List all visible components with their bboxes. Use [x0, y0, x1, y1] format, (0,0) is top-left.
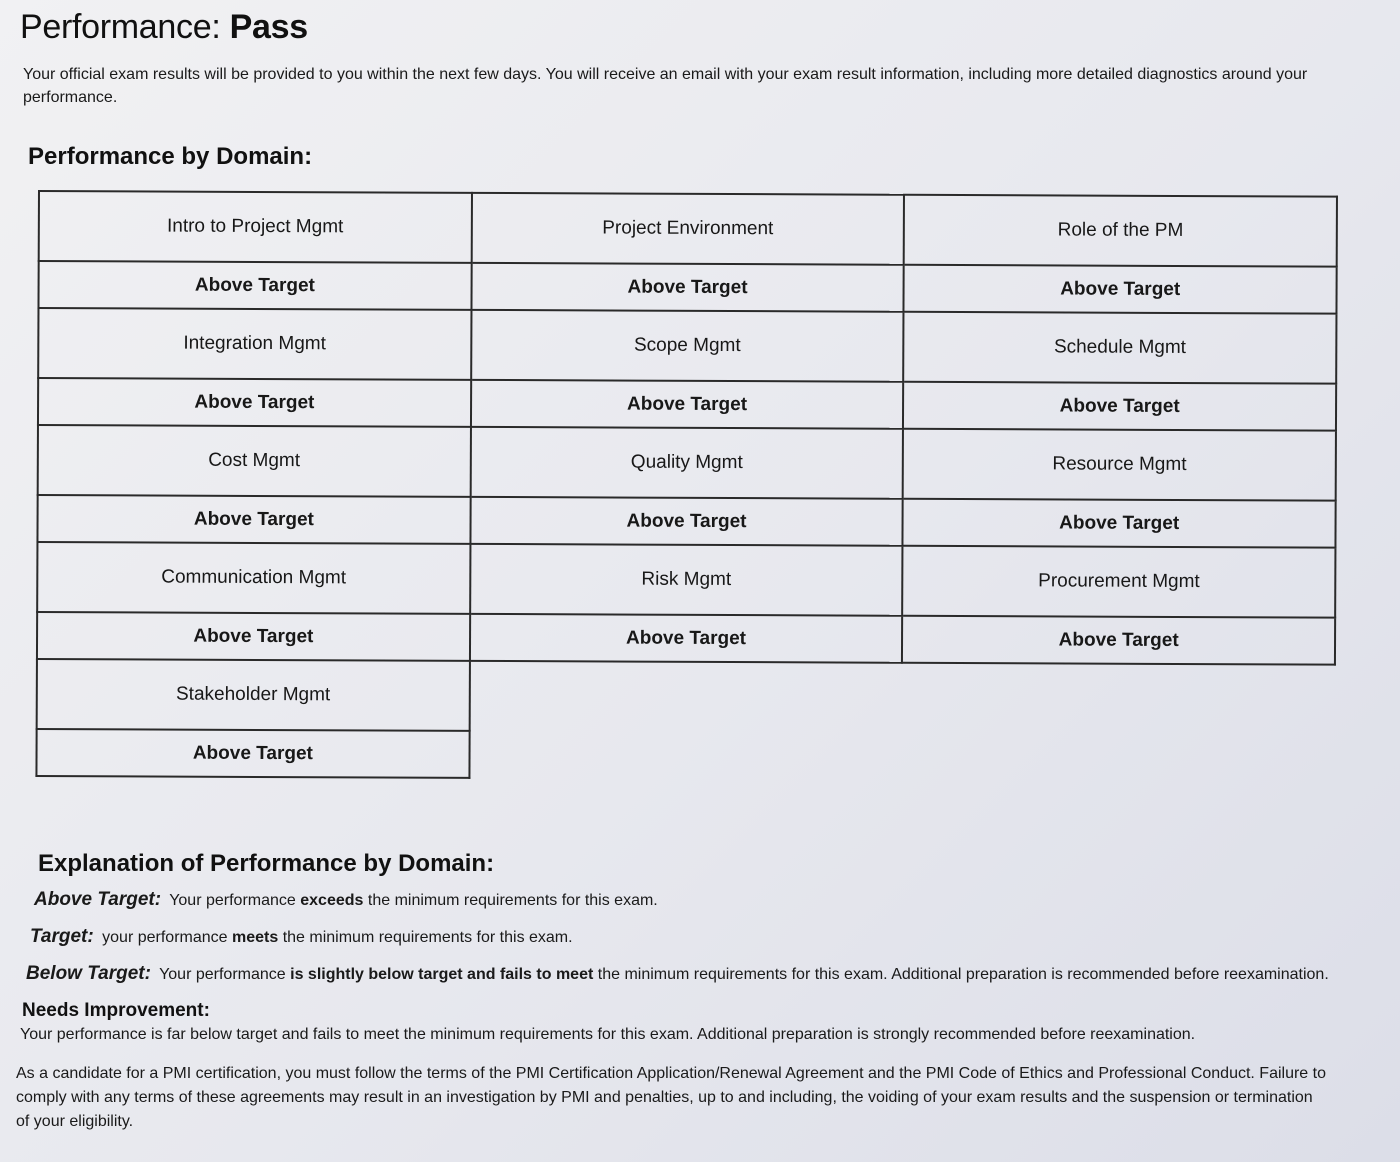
intro-paragraph: Your official exam results will be provided to you within the next few days. You will receive an email with your exam result information, including more detailed diagnostics around your performance. — [23, 66, 1308, 106]
domain-name-row — [37, 542, 1335, 618]
explanation-above-target — [34, 889, 658, 911]
domain-name-cell: Cost Mgmt — [38, 425, 471, 497]
domain-name-cell: Role of the PM — [904, 195, 1337, 267]
domain-rating-row — [36, 729, 1334, 782]
explanation-emphasis: is slightly below target and fails to meet — [290, 966, 594, 983]
domain-rating-cell: Above Target — [38, 261, 471, 310]
domain-rating-cell: Above Target — [903, 499, 1336, 548]
domain-rating-cell: Above Target — [470, 497, 903, 546]
explanation-text: the minimum requirements for this exam. — [367, 892, 658, 909]
domain-name-cell: Communication Mgmt — [37, 542, 470, 614]
domain-name-cell: Risk Mgmt — [470, 544, 903, 616]
domain-rating-cell: Above Target — [37, 495, 470, 544]
explanation-emphasis: exceeds — [300, 892, 364, 909]
domain-name-row — [39, 191, 1337, 267]
domain-results-table — [35, 190, 1338, 783]
explanation-text: the minimum requirements for this exam. — [282, 929, 573, 946]
domain-rating-cell: Above Target — [902, 616, 1335, 665]
domain-rating-cell: Above Target — [470, 614, 903, 663]
domain-name-cell: Integration Mgmt — [38, 308, 471, 380]
explanation-term: Below Target: — [26, 963, 151, 984]
explanation-needs-improvement-term: Needs Improvement: — [22, 1000, 210, 1021]
domain-rating-cell: Above Target — [471, 380, 904, 429]
explanation-below-target — [26, 963, 1329, 985]
eligibility-notice: As a candidate for a PMI certification, you must follow the terms of the PMI Certification Application/Renewal Agreement and the PMI Code of Ethics and Professional Conduct. Failure to comply with any terms of these agreements may result in an investigation by PMI and penalties, up to and including, the voiding of your exam results and the suspension or termination of your eligibility. — [16, 1065, 1326, 1130]
domain-name-row — [38, 308, 1336, 384]
domain-rating-cell: Above Target — [37, 612, 470, 661]
domain-rating-cell: Above Target — [36, 729, 469, 778]
explanation-text: Your performance — [159, 966, 286, 983]
domain-name-cell: Resource Mgmt — [903, 429, 1336, 501]
domain-name-row — [38, 425, 1336, 501]
domain-rating-cell: Above Target — [903, 382, 1336, 431]
domain-name-cell: Procurement Mgmt — [902, 546, 1335, 618]
domain-name-cell: Intro to Project Mgmt — [39, 191, 472, 263]
explanation-text: your performance — [102, 929, 228, 946]
domain-rating-cell: Above Target — [471, 263, 904, 312]
domain-name-cell: Stakeholder Mgmt — [37, 659, 470, 731]
domain-rating-row — [38, 378, 1336, 431]
domain-rating-row — [37, 495, 1335, 548]
explanation-target — [30, 926, 573, 948]
empty-cell — [469, 731, 902, 780]
explanation-text: the minimum requirements for this exam. Additional preparation is recommended before reexamination. — [597, 966, 1329, 983]
domain-rating-row — [38, 261, 1336, 314]
domain-section-heading: Performance by Domain: — [28, 143, 313, 170]
explanation-text: Your performance — [169, 892, 296, 909]
domain-rating-cell: Above Target — [38, 378, 471, 427]
domain-rating-cell: Above Target — [904, 265, 1337, 314]
domain-name-cell: Scope Mgmt — [471, 310, 904, 382]
explanation-emphasis: meets — [232, 929, 279, 946]
title-label: Performance: — [20, 8, 221, 46]
domain-rating-row — [37, 612, 1335, 665]
domain-name-cell: Schedule Mgmt — [903, 312, 1336, 384]
domain-name-row — [37, 659, 1335, 735]
overall-status: Pass — [229, 8, 308, 46]
explanation-term: Above Target: — [34, 889, 162, 910]
explanation-heading: Explanation of Performance by Domain: — [38, 850, 495, 877]
empty-cell — [902, 733, 1335, 782]
page-title — [20, 8, 308, 47]
explanation-needs-improvement-text: Your performance is far below target and fails to meet the minimum requirements for this exam. Additional preparation is strongly recommended before reexamination. — [20, 1026, 1196, 1043]
domain-name-cell: Quality Mgmt — [470, 427, 903, 499]
domain-name-cell: Project Environment — [471, 193, 904, 265]
explanation-term: Target: — [30, 926, 94, 947]
empty-cell — [902, 663, 1335, 735]
empty-cell — [469, 661, 902, 733]
